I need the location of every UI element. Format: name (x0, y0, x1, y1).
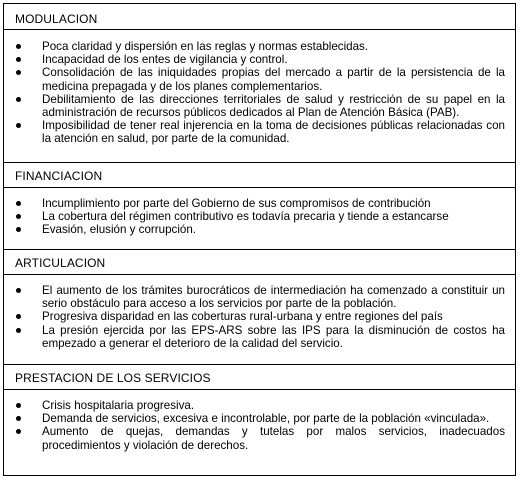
bullet-icon (16, 214, 21, 219)
list-item-text: La presión ejercida por las EPS-ARS sobre las IPS para la disminución de costos ha empezado a generar el deterioro de la calidad del servicio. (42, 323, 505, 350)
list-item-text: Crisis hospitalaria progresiva. (42, 399, 195, 412)
list-item-text: Aumento de quejas, demandas y tutelas por malos servicios, inadecuados procedimientos y violación de derechos. (42, 425, 505, 452)
section-divider (4, 274, 515, 275)
section-divider (4, 187, 515, 188)
bullet-icon (16, 416, 21, 421)
section-list-financiacion (4, 197, 515, 237)
section-divider (4, 249, 515, 250)
bullet-icon (16, 70, 21, 75)
section-heading-financiacion: FINANCIACION (15, 169, 103, 183)
list-item-text: La cobertura del régimen contributivo es todavía precaria y tiende a estancarse (42, 210, 449, 224)
section-heading-articulacion: ARTICULACION (15, 256, 106, 270)
section-heading-prestacion: PRESTACION DE LOS SERVICIOS (15, 371, 211, 385)
section-divider (4, 29, 515, 30)
section-divider (4, 364, 515, 365)
list-item-text: Poca claridad y dispersión en las reglas y normas establecidas. (42, 40, 369, 53)
list-item (4, 310, 515, 323)
list-item (4, 93, 515, 119)
list-item (4, 210, 515, 223)
list-item-text: Imposibilidad de tener real injerencia en la toma de decisiones públicas relacionadas con la atención en salud, por parte de la comunidad. (42, 119, 505, 146)
bullet-icon (16, 429, 21, 434)
bullet-icon (16, 97, 21, 102)
list-item (4, 284, 515, 310)
list-item (4, 425, 515, 451)
list-item (4, 324, 515, 350)
list-item (4, 223, 515, 236)
section-divider (4, 162, 515, 163)
bullet-icon (16, 328, 21, 333)
bullet-icon (16, 288, 21, 293)
bullet-icon (16, 403, 21, 408)
list-item-text: Debilitamiento de las direcciones territoriales de salud y restricción de su papel en la administración de recursos públicos dedicados al Plan de Atención Básica (PAB). (42, 92, 505, 120)
bullet-icon (16, 201, 21, 206)
section-list-prestacion (4, 399, 515, 452)
list-item (4, 399, 515, 412)
list-item (4, 66, 515, 92)
bullet-icon (16, 314, 21, 319)
list-item-text: Consolidación de las iniquidades propias del mercado a partir de la persistencia de la medicina prepagada y de los planes complementarios. (42, 66, 505, 93)
list-item-text: Incapacidad de los entes de vigilancia y control. (42, 53, 288, 67)
list-item (4, 197, 515, 210)
bullet-icon (16, 123, 21, 128)
problems-table (3, 3, 516, 476)
list-item-text: Incumplimiento por parte del Gobierno de sus compromisos de contribución (42, 197, 431, 210)
section-heading-modulacion: MODULACION (15, 12, 98, 26)
bullet-icon (16, 227, 21, 232)
list-item (4, 53, 515, 66)
bullet-icon (16, 44, 21, 49)
list-item-text: Demanda de servicios, excesiva e incontrolable, por parte de la población «vinculada». (42, 412, 490, 426)
section-list-articulacion (4, 284, 515, 350)
list-item (4, 412, 515, 425)
list-item (4, 40, 515, 53)
bullet-icon (16, 57, 21, 62)
list-item-text: El aumento de los trámites burocráticos de intermediación ha comenzado a constituir un serio obstáculo para acceso a los servicios por parte de la población. (42, 284, 505, 311)
section-divider (4, 389, 515, 390)
list-item-text: Progresiva disparidad en las coberturas rural-urbana y entre regiones del país (42, 310, 443, 324)
list-item (4, 119, 515, 145)
list-item-text: Evasión, elusión y corrupción. (42, 223, 197, 237)
section-list-modulacion (4, 40, 515, 146)
